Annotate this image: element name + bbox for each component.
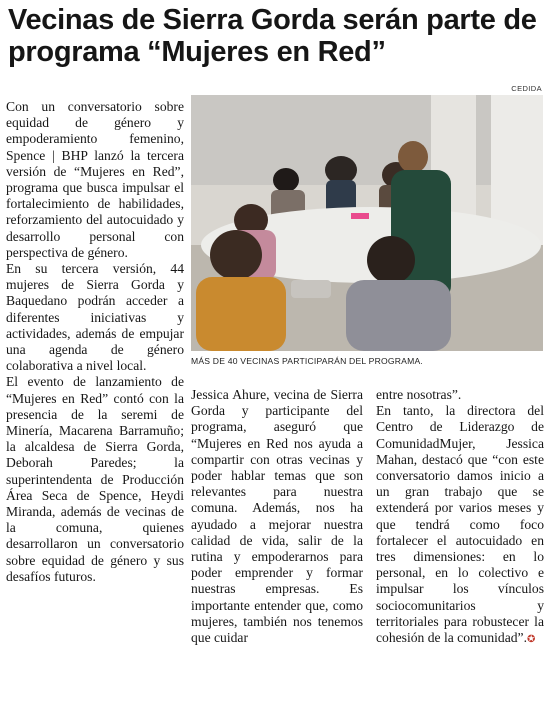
- photo-credit: CEDIDA: [511, 84, 542, 93]
- paragraph: El evento de lanzamiento de “Mujeres en Red” contó con la presencia de la seremi de Minería, Macarena Barramuño; la alcaldesa de Sierra Gorda, Deborah Paredes; la superintendenta de Producción Área Seca de Spence, Heydi Miranda, además de vecinas de la comuna, quienes desarrollaron un conversatorio sobre equidad de género y sus desafíos futuros.: [6, 374, 184, 584]
- paragraph: entre nosotras”.: [376, 387, 462, 402]
- article-headline: Vecinas de Sierra Gorda serán parte de programa “Mujeres en Red”: [8, 4, 537, 68]
- article-column-1: [6, 99, 184, 585]
- paragraph: En su tercera versión, 44 mujeres de Sierra Gorda y Baquedano podrán acceder a diferentes iniciativas y actividades, además de empujar una agenda de género colaborativa a nivel local.: [6, 261, 184, 374]
- end-mark-icon: ✪: [527, 634, 536, 646]
- article-column-2: [191, 387, 363, 646]
- paragraph: Con un conversatorio sobre equidad de género y empoderamiento femenino, Spence | BHP lanzó la tercera versión de “Mujeres en Red”, programa que busca impulsar el fortalecimiento de habilidades, reforzamiento del autocuidado y desarrollo personal con perspectiva de género.: [6, 99, 184, 260]
- article-column-3: [376, 387, 544, 648]
- paragraph-text: En tanto, la directora del Centro de Liderazgo de ComunidadMujer, Jessica Mahan, destacó que “con este conversatorio damos inicio a un gran trabajo que se extenderá por varios meses y que tendrá como foco fortalecer el autocuidado en tres dimensiones: en lo personal, en lo colectivo e impulsar los vínculos sociocomunitarios y territoriales para robustecer la cohesión de la comunidad”.: [376, 403, 544, 646]
- paragraph: Jessica Ahure, vecina de Sierra Gorda y participante del programa, aseguró que “Mujeres en Red nos ayuda a compartir con otras vecinas y poder hablar temas que son relevantes para nuestra comuna. Además, nos ha ayudado a mejorar nuestra calidad de vida, salir de la rutina y empoderarnos para poder emprender y formar nuestras empresas. Es importante entender que, como mujeres, también nos tenemos que cuidar: [191, 387, 363, 646]
- photo-illustration: [191, 95, 543, 351]
- photo-caption: MÁS DE 40 VECINAS PARTICIPARÁN DEL PROGRAMA.: [191, 356, 423, 366]
- article-photo: [191, 95, 543, 351]
- paragraph-last: [376, 403, 544, 648]
